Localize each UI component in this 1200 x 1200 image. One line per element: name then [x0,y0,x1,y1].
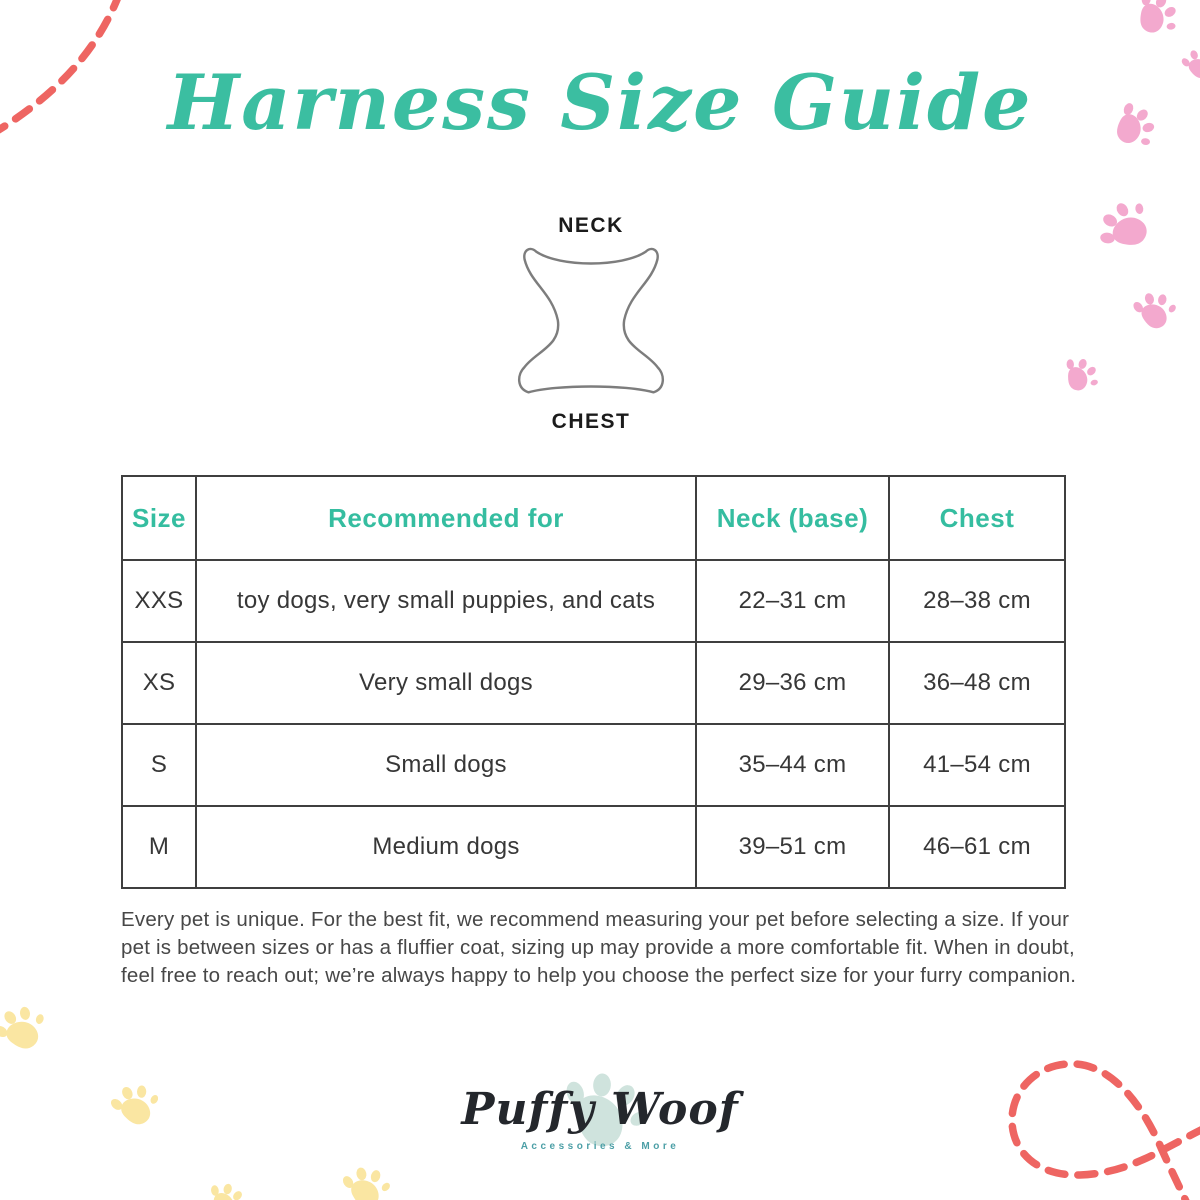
brand-logo [420,1056,780,1186]
paw-print-icon [193,1171,255,1200]
harness-diagram [503,214,679,434]
cell-chest: 36–48 cm [889,642,1065,724]
paw-print-icon [1047,345,1108,406]
brand-tagline: Accessories & More [520,1141,680,1152]
header-size: Size [122,476,196,560]
neck-label: NECK [558,214,624,237]
cell-chest: 46–61 cm [889,806,1065,888]
header-neck-base: Neck (base) [696,476,889,560]
paw-print-icon [0,990,62,1075]
cell-size: S [122,724,196,806]
header-chest: Chest [889,476,1065,560]
paw-print-icon [333,1159,396,1200]
sizing-note: Every pet is unique. For the best fit, we recommend measuring your pet before selecting a size. If your pet is between sizes or has a fluffier coat, sizing up may provide a more comfortable fit. When in doubt, feel free to reach out; we’re always happy to help you choose the perfect size for your furry companion. [121,908,1077,988]
cell-size: XXS [122,560,196,642]
table-row [122,724,1065,806]
cell-recommended: Small dogs [196,724,696,806]
cell-chest: 41–54 cm [889,724,1065,806]
cell-size: M [122,806,196,888]
size-table [121,475,1066,889]
cell-neck: 22–31 cm [696,560,889,642]
paw-print-icon [1080,184,1172,276]
brand-name: Puffy Woof [461,1084,739,1135]
cell-size: XS [122,642,196,724]
page-title: Harness Size Guide [167,58,1033,147]
table-row [122,806,1065,888]
paw-print-icon [97,1071,171,1145]
table-header-row [122,476,1065,560]
dashed-curve-icon [985,1035,1200,1200]
cell-neck: 35–44 cm [696,724,889,806]
paw-print-icon [1123,283,1183,343]
cell-neck: 29–36 cm [696,642,889,724]
cell-recommended: toy dogs, very small puppies, and cats [196,560,696,642]
harness-outline-icon [503,242,679,406]
cell-recommended: Medium dogs [196,806,696,888]
cell-recommended: Very small dogs [196,642,696,724]
cell-chest: 28–38 cm [889,560,1065,642]
table-row [122,560,1065,642]
cell-neck: 39–51 cm [696,806,889,888]
chest-label: CHEST [551,410,631,433]
paw-print-icon [1114,0,1192,54]
table-row [122,642,1065,724]
header-recommended-for: Recommended for [196,476,696,560]
